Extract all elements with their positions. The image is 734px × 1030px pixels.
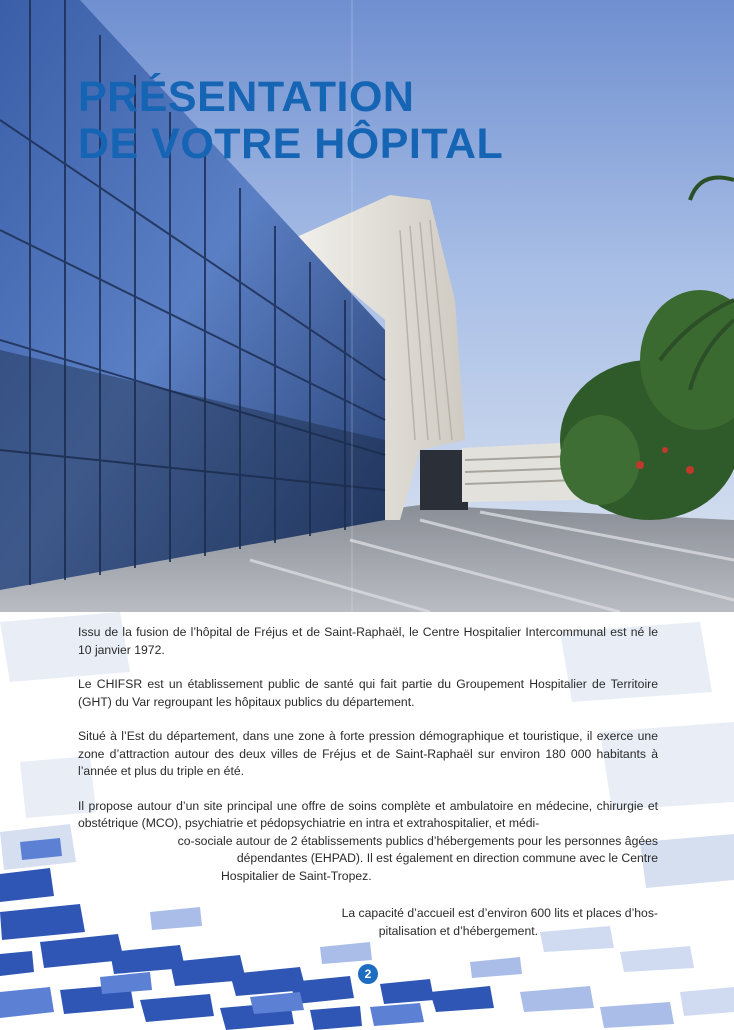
paragraph-capacity-line-2: pitalisation et d’hébergement. <box>378 923 538 938</box>
paragraph-history: Issu de la fusion de l’hôpital de Fréjus et de Saint-Raphaël, le Centre Hospitalier Intercommunal est né le 10 janvier 1972. <box>78 625 658 657</box>
page-title <box>78 74 503 168</box>
page-title-line-1: PRÉSENTATION <box>78 73 415 121</box>
paragraph-offer-line-3: dépendantes (EHPAD). Il est également en direction commune avec le Centre <box>236 851 658 865</box>
paragraph-capacity <box>78 902 658 940</box>
paragraph-offer-line-1: Il propose autour d’un site principal une offre de soins complète et ambulatoire en médecine, chirurgie et obstétrique (MCO), psychiatrie et pédopsychiatrie en intra et extrahospitalier, et médi- <box>78 798 658 830</box>
page-body-text <box>78 624 658 940</box>
paragraph-status: Le CHIFSR est un établissement public de santé qui fait partie du Groupement Hospitalier de Territoire (GHT) du Var regroupant les hôpitaux publics du département. <box>78 677 658 709</box>
paragraph-offer-line-4: Hospitalier de Saint-Tropez. <box>221 868 372 883</box>
paragraph-offer-line-2: co-sociale autour de 2 établissements publics d’hébergements pour les personnes âgées <box>177 833 658 848</box>
paragraph-location: Situé à l’Est du département, dans une zone à forte pression démographique et touristique, il exerce une zone d’attraction autour des deux villes de Fréjus et de Saint-Raphaël sur environ 180 000 habitants à l’année et plus du triple en été. <box>78 729 658 778</box>
page-number-badge: 2 <box>358 964 378 984</box>
page-title-line-2: DE VOTRE HÔPITAL <box>78 120 504 168</box>
paragraph-capacity-line-1: La capacité d’accueil est d’environ 600 lits et places d’hos- <box>341 906 658 920</box>
paragraph-offer <box>78 798 658 886</box>
